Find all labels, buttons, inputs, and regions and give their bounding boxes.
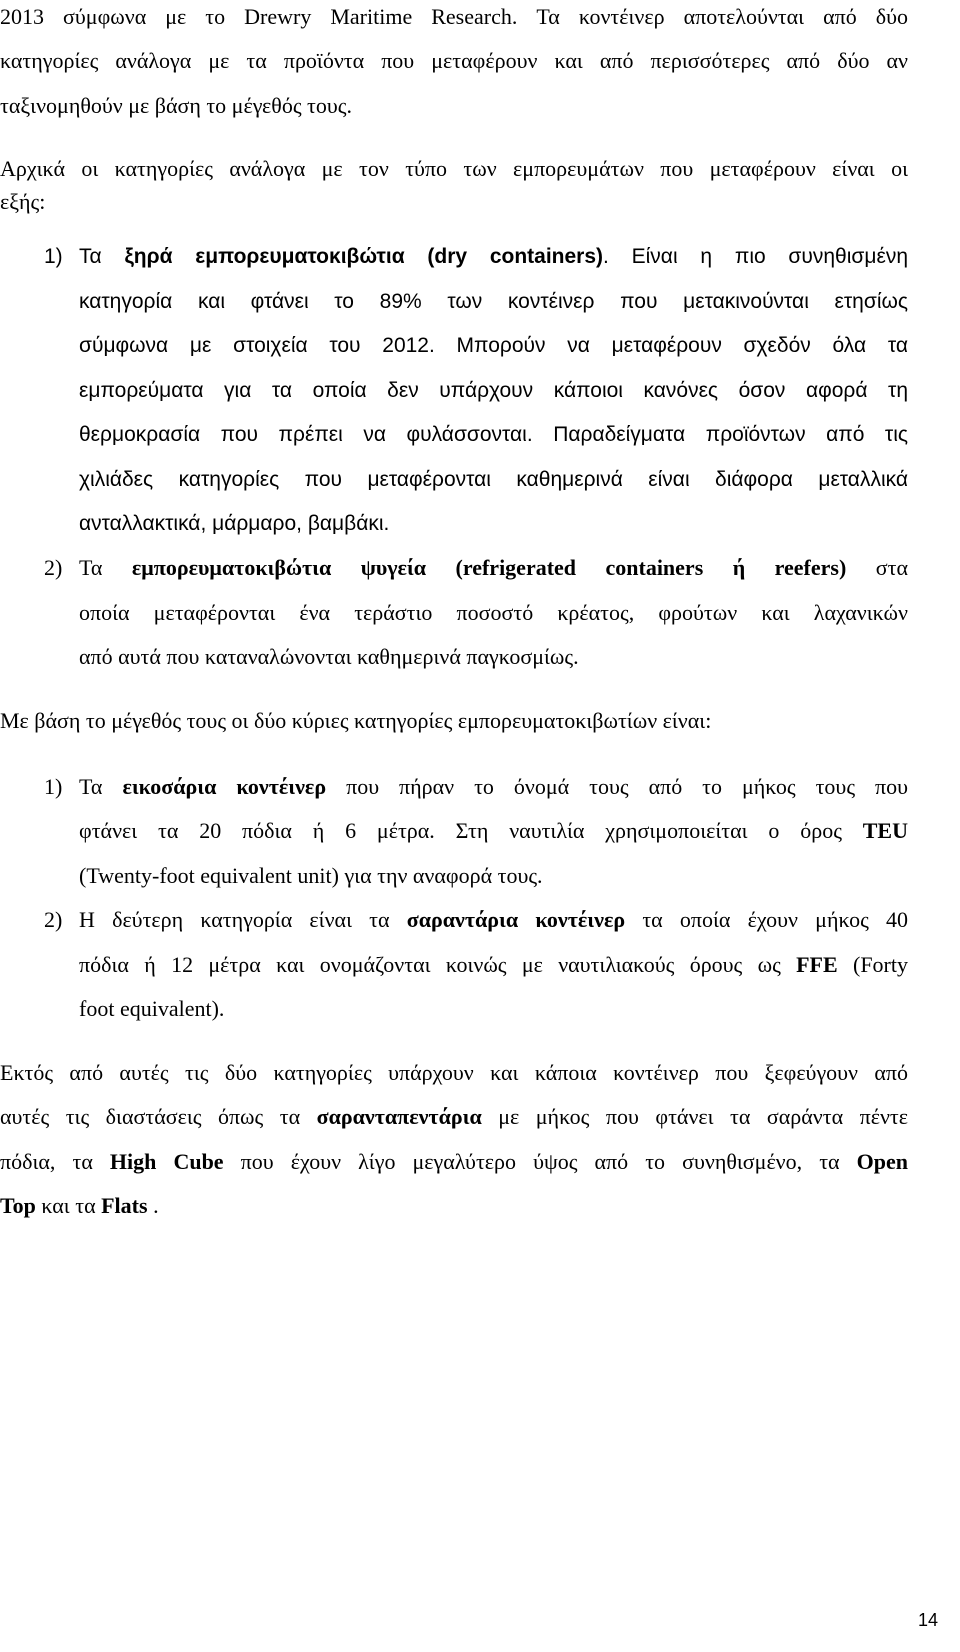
text-line: σύμφωνα με στοιχεία του 2012. Μπορούν να μεταφέρουν σχεδόν όλα τα	[79, 334, 908, 357]
text-line: Top και τα Flats .	[0, 1193, 159, 1218]
text-line: foot equivalent).	[79, 996, 225, 1021]
list-number: 1)	[44, 245, 63, 268]
text-line: Με βάση το μέγεθός τους οι δύο κύριες κατηγορίες εμπορευματοκιβωτίων είναι:	[0, 708, 712, 733]
bold-term: σαρανταπεντάρια	[316, 1104, 482, 1129]
text-line: 2013 σύμφωνα με το Drewry Maritime Research. Τα κοντέινερ αποτελούνται από δύο	[0, 4, 908, 29]
text-line: πόδια ή 12 μέτρα και ονομάζονται κοινώς με ναυτιλιακούς όρους ως FFE (Forty	[79, 952, 908, 977]
bold-term: High Cube	[109, 1149, 224, 1174]
list-number: 2)	[44, 555, 63, 580]
document-page: 2013 σύμφωνα με το Drewry Maritime Research. Τα κοντέινερ αποτελούνται από δύο κατηγορίες ανάλογα με τα προϊόντα που μεταφέρουν και από περισσότερες από δύο αν ταξινομηθούν με βάση το μέγεθός τους. Αρχικά οι κατηγορίες ανάλογα με τον τύπο των εμπορευμάτων που μεταφέρουν είναι οι εξής: 1) Τα ξηρά εμπορευματοκιβώτια (dry containers). Είναι η πιο συνηθισμένη κατηγορία και φτάνει το 89% των κοντέινερ που μετακινούνται ετησίως σύμφωνα με στοιχεία του 2012. Μπορούν να μεταφέρουν σχεδόν όλα τα εμπορεύματα για τα οποία δεν υπάρχουν κάποιοι κανόνες όσον αφορά τη θερμοκρασία που πρέπει να φυλάσσονται. Παραδείγματα προϊόντων από τις χιλιάδες κατηγορίες που μεταφέρονται καθημερινά είναι διάφορα μεταλλικά ανταλλακτικά, μάρμαρο, βαμβάκι. 2) Τα εμπορευματοκιβώτια ψυγεία (refrigerated containers ή reefers) στα οποία μεταφέρονται ένα τεράστιο ποσοστό κρέατος, φρούτων και λαχανικών από αυτά που καταναλώνονται καθημερινά παγκοσμίως. Με βάση το μέγεθός τους οι δύο κύριες κατηγορίες εμπορευματοκιβωτίων είναι: 1) Τα εικοσάρια κοντέινερ που πήραν το όνομά τους από το μήκος τους που φτάνει τα 20 πόδια ή 6 μέτρα. Στη ναυτιλία χρησιμοποιείται ο όρος TEU (Twenty-foot equivalent unit) για την αναφορά τους. 2) Η δεύτερη κατηγορία είναι τα σαραντάρια κοντέινερ τα οποία έχουν μήκος 40 πόδια ή 12 μέτρα και ονομάζονται κοινώς με ναυτιλιακούς όρους ως FFE (Forty foot equivalent). Εκτός από αυτές τις δύο κατηγορίες υπάρχουν και κάποια κοντέινερ που ξεφεύγουν από αυτές τις διαστάσεις όπως τα σαρανταπεντάρια με μήκος που φτάνει τα σαράντα πέντε πόδια, τα High Cube που έχουν λίγο μεγαλύτερο ύψος από το συνηθισμένο, τα Open Top και τα Flats . 14	[0, 4, 938, 1630]
text-line: Αρχικά οι κατηγορίες ανάλογα με τον τύπο των εμπορευμάτων που μεταφέρουν είναι οι	[0, 156, 908, 181]
page-number: 14	[917, 1610, 938, 1630]
text-line: Εκτός από αυτές τις δύο κατηγορίες υπάρχουν και κάποια κοντέινερ που ξεφεύγουν από	[0, 1060, 908, 1085]
text-line: αυτές τις διαστάσεις όπως τα σαρανταπεντάρια με μήκος που φτάνει τα σαράντα πέντε	[0, 1104, 908, 1129]
text-line: (Twenty-foot equivalent unit) για την αναφορά τους.	[79, 863, 543, 888]
text-line: θερμοκρασία που πρέπει να φυλάσσονται. Παραδείγματα προϊόντων από τις	[79, 423, 908, 446]
text-line: χιλιάδες κατηγορίες που μεταφέρονται καθημερινά είναι διάφορα μεταλλικά	[79, 468, 908, 491]
text-line: φτάνει τα 20 πόδια ή 6 μέτρα. Στη ναυτιλία χρησιμοποιείται ο όρος TEU	[79, 818, 908, 843]
bold-term: εικοσάρια κοντέινερ	[122, 774, 327, 799]
bold-term: εμπορευματοκιβώτια ψυγεία (refrigerated containers ή reefers)	[131, 555, 847, 580]
bold-term: ξηρά εμπορευματοκιβώτια (dry containers)	[124, 245, 604, 268]
text-line: οποία μεταφέρονται ένα τεράστιο ποσοστό κρέατος, φρούτων και λαχανικών	[79, 600, 908, 625]
text-line: εξής:	[0, 189, 46, 214]
text-line: εμπορεύματα για τα οποία δεν υπάρχουν κάποιοι κανόνες όσον αφορά τη	[79, 379, 908, 402]
bold-term: Top	[0, 1193, 36, 1218]
bold-term: σαραντάρια κοντέινερ	[406, 907, 626, 932]
text-line: ανταλλακτικά, μάρμαρο, βαμβάκι.	[79, 512, 390, 535]
text-line: ταξινομηθούν με βάση το μέγεθός τους.	[0, 93, 352, 118]
text-line: κατηγορίες ανάλογα με τα προϊόντα που μεταφέρουν και από περισσότερες από δύο αν	[0, 48, 908, 73]
bold-term: TEU	[862, 818, 908, 843]
text-line: πόδια, τα High Cube που έχουν λίγο μεγαλύτερο ύψος από το συνηθισμένο, τα Open	[0, 1149, 908, 1174]
bold-term: FFE	[796, 952, 838, 977]
bold-term: Open	[856, 1149, 908, 1174]
bold-term: Flats	[101, 1193, 148, 1218]
list-number: 2)	[44, 907, 63, 932]
text-line: από αυτά που καταναλώνονται καθημερινά παγκοσμίως.	[79, 644, 579, 669]
list-number: 1)	[44, 774, 63, 799]
text-line: κατηγορία και φτάνει το 89% των κοντέινερ που μετακινούνται ετησίως	[79, 290, 908, 313]
